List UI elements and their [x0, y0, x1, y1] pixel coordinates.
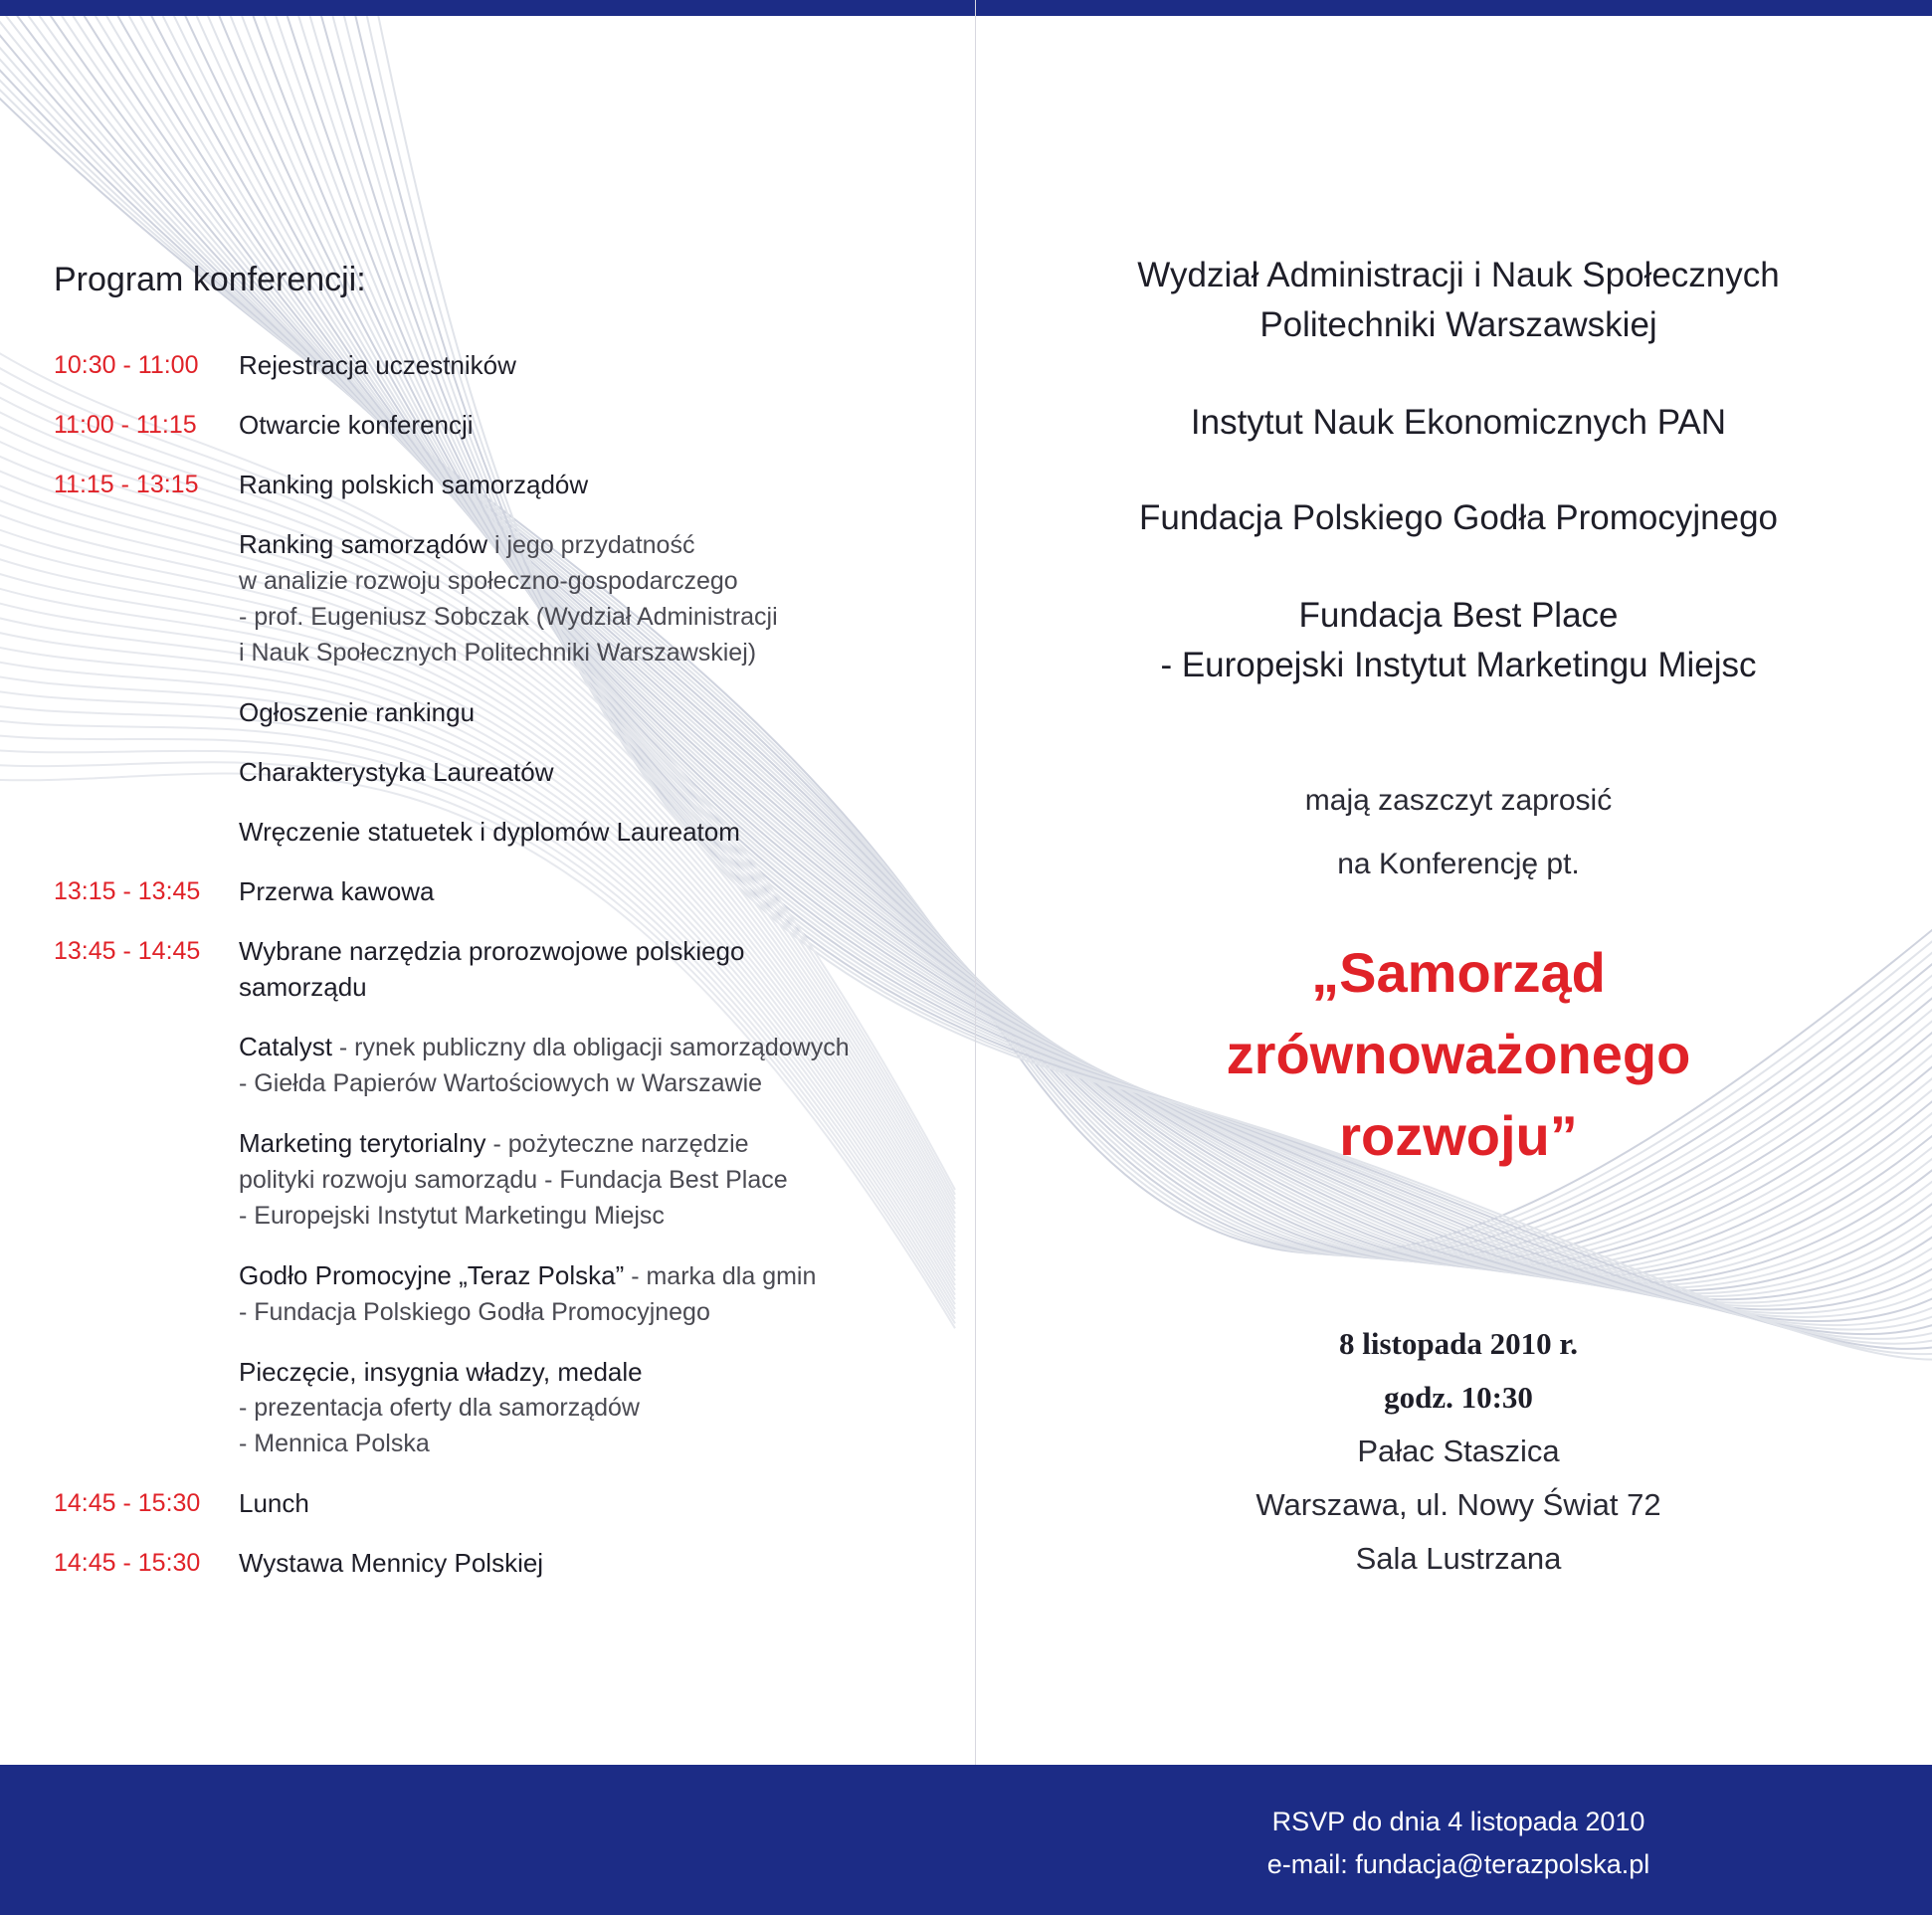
entry-time: 14:45 - 15:30: [54, 1489, 201, 1517]
schedule-entry: [54, 873, 949, 909]
organizer-block: [985, 493, 1932, 543]
invitation-panel: [985, 0, 1932, 1765]
entry-body: [239, 1257, 949, 1330]
organizer-line: - Europejski Instytut Marketingu Miejsc: [1160, 646, 1757, 684]
schedule-entry: [54, 1257, 949, 1330]
event-details: [985, 1317, 1932, 1586]
schedule-entry: [54, 1354, 949, 1461]
invite-line: mają zaszczyt zaprosić: [1304, 784, 1613, 817]
entry-detail-text: - rynek publiczny dla obligacji samorządowych: [331, 1034, 850, 1061]
schedule-entry: [54, 347, 949, 383]
event-time: godz. 10:30: [1384, 1380, 1533, 1415]
schedule-entry: [54, 814, 949, 850]
schedule-entry: [54, 1125, 949, 1234]
organizer-line: Wydział Administracji i Nauk Społecznych: [1137, 256, 1780, 294]
entry-time: [54, 1257, 239, 1330]
entry-title: Przerwa kawowa: [239, 876, 435, 906]
entry-detail: [239, 1257, 949, 1294]
conference-title-line: rozwoju”: [1339, 1104, 1578, 1167]
entry-body: [239, 467, 949, 502]
schedule-entry: [54, 407, 949, 443]
entry-title: Wręczenie statuetek i dyplomów Laureatom: [239, 817, 740, 847]
entry-body: [239, 1029, 949, 1101]
schedule-entry: [54, 467, 949, 502]
organizer-block: [985, 591, 1932, 690]
entry-title: Lunch: [239, 1488, 309, 1518]
organizer-line: Instytut Nauk Ekonomicznych PAN: [1190, 403, 1727, 442]
fold-line: [975, 0, 976, 1915]
organizer-line: Politechniki Warszawskiej: [1259, 305, 1657, 344]
entry-detail-text: i jego przydatność: [487, 531, 695, 559]
entry-body: [239, 814, 949, 850]
entry-detail: - prezentacja oferty dla samorządów: [239, 1394, 640, 1422]
entry-detail: [239, 1125, 949, 1162]
schedule-entry: [54, 1485, 949, 1521]
entry-body: [239, 1545, 949, 1581]
entry-detail: - Europejski Instytut Marketingu Miejsc: [239, 1202, 665, 1230]
rsvp-block: [985, 1801, 1932, 1886]
entry-time: 14:45 - 15:30: [54, 1549, 201, 1577]
entry-detail: w analizie rozwoju społeczno-gospodarczego: [239, 567, 738, 595]
event-room: Sala Lustrzana: [1355, 1541, 1562, 1576]
entry-lead: Catalyst: [239, 1032, 332, 1061]
invite-line: na Konferencję pt.: [1337, 848, 1580, 880]
schedule-entry: [54, 694, 949, 730]
schedule-list: [54, 347, 949, 1605]
entry-time: 11:00 - 11:15: [54, 411, 197, 439]
event-venue: Pałac Staszica: [1357, 1434, 1560, 1468]
entry-lead: Marketing terytorialny: [239, 1128, 486, 1158]
entry-time: 13:15 - 13:45: [54, 877, 201, 905]
program-title: Program konferencji:: [54, 261, 366, 298]
entry-time: [54, 1354, 239, 1461]
schedule-entry: [54, 1029, 949, 1101]
entry-time: 10:30 - 11:00: [54, 351, 199, 379]
entry-lead: Godło Promocyjne „Teraz Polska”: [239, 1260, 625, 1290]
entry-title: Rejestracja uczestników: [239, 350, 516, 380]
entry-body: [239, 754, 949, 790]
conference-title-line: zrównoważonego: [1226, 1023, 1691, 1085]
entry-title: Wybrane narzędzia prorozwojowe polskiego samorządu: [239, 936, 745, 1002]
event-date: 8 listopada 2010 r.: [1338, 1326, 1578, 1361]
event-address: Warszawa, ul. Nowy Świat 72: [1256, 1487, 1661, 1522]
entry-lead: Ranking samorządów: [239, 529, 488, 559]
conference-title: [985, 932, 1932, 1177]
organizer-line: Fundacja Polskiego Godła Promocyjnego: [1138, 498, 1779, 537]
entry-detail: polityki rozwoju samorządu - Fundacja Best Place: [239, 1166, 788, 1194]
entry-body: [239, 1485, 949, 1521]
rsvp-email: e-mail: fundacja@terazpolska.pl: [1266, 1849, 1650, 1879]
schedule-entry: [54, 1545, 949, 1581]
entry-title: Otwarcie konferencji: [239, 410, 474, 440]
schedule-entry: [54, 754, 949, 790]
entry-detail: - Giełda Papierów Wartościowych w Warszawie: [239, 1069, 763, 1097]
schedule-entry: [54, 933, 949, 1005]
entry-title: Pieczęcie, insygnia władzy, medale: [239, 1357, 643, 1387]
entry-body: [239, 933, 796, 1005]
entry-time: [54, 526, 239, 670]
entry-time: [54, 754, 239, 790]
entry-detail-text: - pożyteczne narzędzie: [485, 1130, 749, 1158]
rsvp-deadline: RSVP do dnia 4 listopada 2010: [1271, 1807, 1645, 1836]
entry-detail: - prof. Eugeniusz Sobczak (Wydział Administracji: [239, 603, 778, 631]
entry-title: Ogłoszenie rankingu: [239, 697, 476, 727]
entry-detail: - Mennica Polska: [239, 1430, 430, 1457]
entry-time: 13:45 - 14:45: [54, 937, 201, 965]
entry-body: [239, 1125, 949, 1234]
entry-detail-text: - marka dla gmin: [624, 1262, 817, 1290]
entry-body: [239, 526, 949, 670]
organizer-line: Fundacja Best Place: [1298, 596, 1619, 635]
program-panel: [0, 0, 955, 1765]
entry-detail: [239, 526, 949, 563]
organizer-block: [985, 251, 1932, 350]
entry-title: Ranking polskich samorządów: [239, 470, 589, 499]
organizer-block: [985, 398, 1932, 448]
entry-body: [239, 407, 949, 443]
entry-body: [239, 347, 949, 383]
schedule-entry: [54, 526, 949, 670]
entry-body: [239, 873, 949, 909]
entry-time: [54, 694, 239, 730]
entry-title: Charakterystyka Laureatów: [239, 757, 554, 787]
entry-time: [54, 814, 239, 850]
entry-time: 11:15 - 13:15: [54, 471, 199, 498]
entry-time: [54, 1125, 239, 1234]
entry-detail: i Nauk Społecznych Politechniki Warszawskiej): [239, 639, 757, 667]
conference-title-line: „Samorząd: [1311, 941, 1606, 1004]
entry-title: Wystawa Mennicy Polskiej: [239, 1548, 544, 1578]
entry-time: [54, 1029, 239, 1101]
entry-detail: [239, 1029, 949, 1065]
entry-detail: - Fundacja Polskiego Godła Promocyjnego: [239, 1298, 710, 1326]
entry-body: [239, 1354, 949, 1461]
entry-body: [239, 694, 949, 730]
